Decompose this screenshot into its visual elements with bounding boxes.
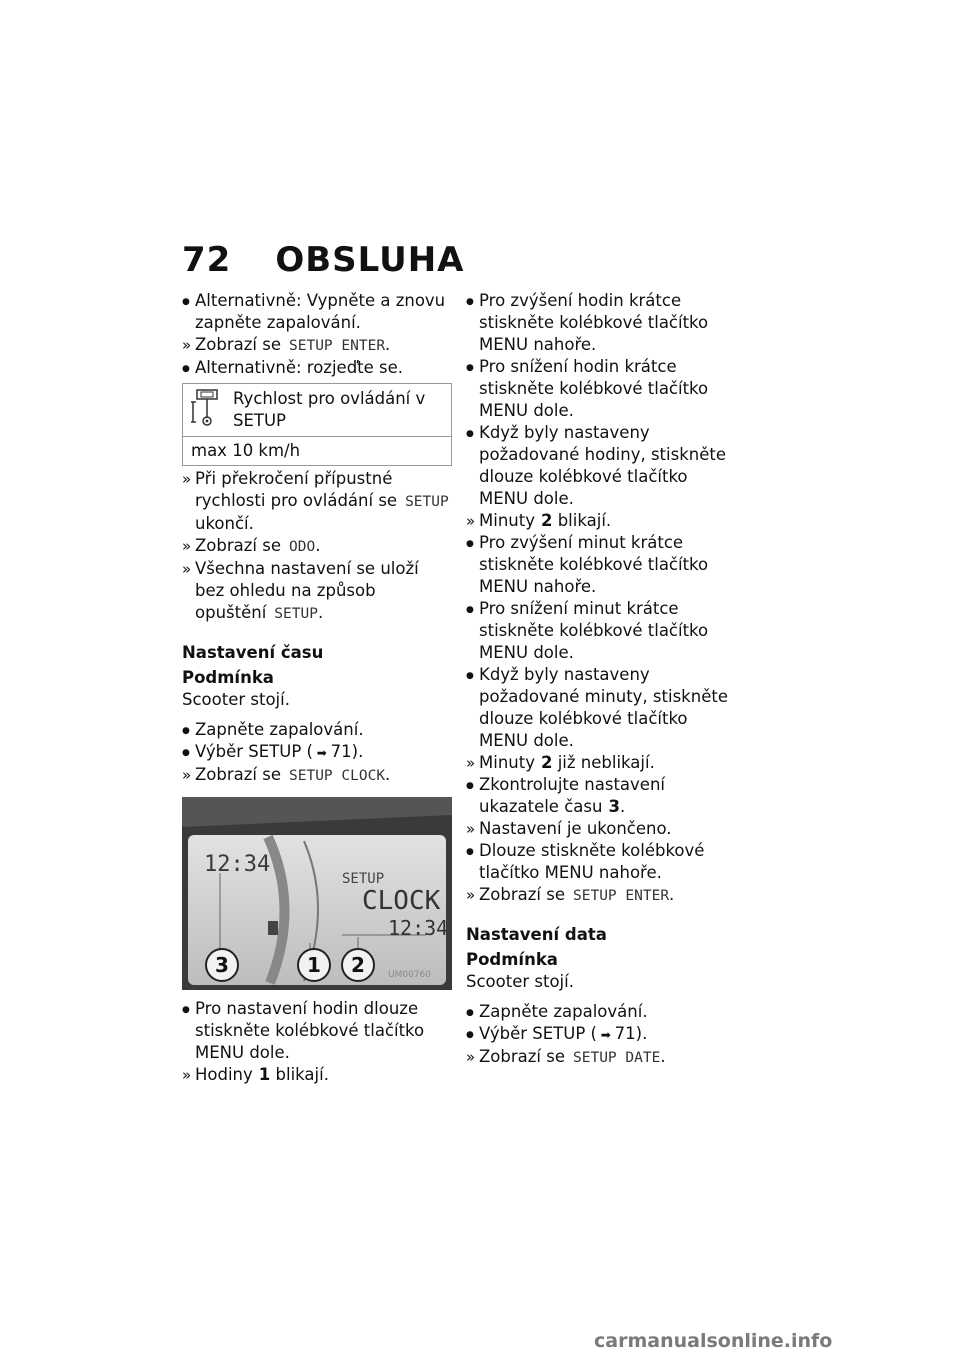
callout-number: 1	[258, 1065, 271, 1084]
step-text: Když byly nastaveny požadované hodiny, stiskněte dlouze kolébkové tlačítko MENU dole.	[479, 423, 726, 508]
callout-number: 2	[540, 753, 553, 772]
result-marker	[466, 818, 479, 840]
display-clock-label: CLOCK	[362, 886, 441, 916]
step-text-tail: .	[315, 536, 321, 555]
bullet-marker	[182, 357, 195, 382]
display-code: SETUP	[274, 606, 318, 622]
step-text: Pro snížení minut krátce stiskněte kolébkové tlačítko MENU dole.	[479, 599, 709, 662]
left-column	[182, 290, 452, 1086]
instruction-step	[466, 356, 736, 422]
display-code: ODO	[289, 539, 316, 555]
step-text: Alternativně: rozjeďte se.	[195, 358, 404, 377]
step-text: Zobrazí se	[195, 335, 282, 354]
step-text-tail: ).	[351, 742, 364, 761]
result-step	[182, 1064, 452, 1086]
dashboard-illustration	[182, 797, 452, 990]
bullet-marker	[182, 741, 195, 766]
left-list-3	[182, 719, 452, 787]
step-text: Pro zvýšení minut krátce stiskněte kolébkové tlačítko MENU nahoře.	[479, 533, 709, 596]
step-text-tail: .	[619, 797, 626, 816]
step-text-tail: .	[385, 765, 391, 784]
result-marker	[182, 1064, 195, 1086]
step-text-tail: blikají.	[270, 1065, 329, 1084]
result-step	[466, 884, 736, 907]
result-marker	[182, 764, 195, 786]
page-header	[182, 240, 464, 280]
result-marker	[466, 1046, 479, 1068]
result-step	[182, 468, 452, 535]
bullet-marker	[182, 998, 195, 1023]
right-list-1	[466, 290, 736, 907]
result-marker	[182, 535, 195, 557]
section-title-time: Nastavení času	[182, 643, 324, 662]
instruction-step	[466, 840, 736, 884]
bullet-marker	[466, 532, 479, 557]
display-code: SETUP DATE	[573, 1050, 661, 1066]
instruction-step	[182, 719, 452, 741]
left-list-2	[182, 468, 452, 625]
display-code: SETUP CLOCK	[289, 768, 386, 784]
step-text-tail: ukončí.	[195, 514, 254, 533]
step-text-tail: .	[669, 885, 675, 904]
step-text-tail: blikají.	[552, 511, 612, 530]
bullet-marker	[466, 840, 479, 865]
result-step	[182, 535, 452, 558]
result-step	[466, 1046, 736, 1069]
instruction-step	[182, 741, 452, 764]
bullet-marker	[466, 290, 479, 315]
step-text: Zobrazí se	[195, 536, 282, 555]
display-code: SETUP ENTER	[573, 888, 670, 904]
speed-info-value: max 10 km/h	[191, 441, 301, 460]
display-time-left: 12:34	[204, 852, 271, 877]
right-column	[466, 290, 736, 1069]
display-watermark: UM00760	[388, 970, 431, 980]
step-text: Hodiny	[195, 1065, 253, 1084]
speed-info-label: Rychlost pro ovládání v SETUP	[233, 389, 426, 430]
step-text: Alternativně: Vypněte a znovu zapněte zapalování.	[195, 291, 446, 332]
dashboard-display-photo	[182, 797, 452, 990]
instruction-step	[182, 357, 452, 379]
step-text: Výběr SETUP (	[479, 1024, 597, 1043]
callout-number: 2	[540, 511, 553, 530]
instruction-step	[466, 532, 736, 598]
step-text-tail: .	[385, 335, 391, 354]
instruction-step	[466, 774, 736, 818]
bullet-marker	[182, 290, 195, 315]
speed-info-box	[182, 383, 452, 466]
step-text: Výběr SETUP (	[195, 742, 313, 761]
bullet-marker	[466, 1023, 479, 1048]
step-text-tail: .	[317, 603, 324, 622]
step-text: Zobrazí se	[195, 765, 282, 784]
result-marker	[466, 752, 479, 774]
step-text: Zapněte zapalování.	[195, 720, 364, 739]
step-text: Zkontrolujte nastavení ukazatele času	[479, 775, 666, 816]
section-title-date: Nastavení data	[466, 925, 607, 944]
step-text: Minuty	[479, 753, 535, 772]
result-step	[466, 510, 736, 532]
condition-title: Podmínka	[182, 668, 274, 687]
step-text-tail: ).	[635, 1024, 648, 1043]
condition-text: Scooter stojí.	[182, 690, 290, 709]
callout-label-2: 2	[351, 953, 365, 977]
result-step	[182, 764, 452, 787]
step-text: Dlouze stiskněte kolébkové tlačítko MENU nahoře.	[479, 841, 705, 882]
bullet-marker	[466, 422, 479, 447]
condition-text-date: Scooter stojí.	[466, 972, 574, 991]
step-text-tail: již neblikají.	[552, 753, 655, 772]
instruction-step	[466, 1023, 736, 1046]
step-text: Minuty	[479, 511, 535, 530]
step-text: Když byly nastaveny požadované minuty, stiskněte dlouze kolébkové tlačítko MENU dole.	[479, 665, 728, 750]
step-text: Nastavení je ukončeno.	[479, 819, 672, 838]
page-ref[interactable]: 71	[330, 742, 352, 761]
step-text: Pro nastavení hodin dlouze stiskněte kolébkové tlačítko MENU dole.	[195, 999, 425, 1062]
instruction-step	[466, 664, 736, 752]
step-text: Pro snížení hodin krátce stiskněte kolébkové tlačítko MENU dole.	[479, 357, 709, 420]
result-step	[466, 752, 736, 774]
display-code: SETUP	[405, 494, 449, 510]
page-ref-arrow-icon: ➡	[596, 1028, 615, 1042]
footer-watermark: carmanualsonline.info	[594, 1330, 833, 1352]
instruction-step	[466, 290, 736, 356]
step-text: Zobrazí se	[479, 885, 566, 904]
page-ref[interactable]: 71	[614, 1024, 636, 1043]
callout-label-1: 1	[307, 953, 321, 977]
bullet-marker	[466, 664, 479, 689]
left-list-1	[182, 290, 452, 379]
step-text: Při překročení přípustné rychlosti pro ovládání se	[195, 469, 398, 510]
instruction-step	[182, 290, 452, 334]
callout-number: 3	[608, 797, 620, 816]
instruction-step	[182, 998, 452, 1064]
step-text: Všechna nastavení se uloží bez ohledu na způsob opuštění	[195, 559, 419, 622]
bullet-marker	[466, 598, 479, 623]
result-step	[182, 334, 452, 357]
display-setup-label: SETUP	[342, 871, 385, 887]
result-step	[466, 818, 736, 840]
result-marker	[182, 334, 195, 356]
display-code: SETUP ENTER	[289, 338, 386, 354]
right-list-2	[466, 1001, 736, 1069]
step-text: Zobrazí se	[479, 1047, 566, 1066]
speed-limit-icon	[191, 388, 221, 428]
instruction-step	[466, 1001, 736, 1023]
instruction-step	[466, 422, 736, 510]
condition-title-date: Podmínka	[466, 950, 558, 969]
result-marker	[182, 558, 195, 580]
result-marker	[466, 884, 479, 906]
step-text-tail: .	[660, 1047, 666, 1066]
page-title: OBSLUHA	[275, 240, 465, 280]
page-number: 72	[182, 240, 232, 280]
callout-label-3: 3	[215, 953, 229, 977]
left-list-4	[182, 998, 452, 1086]
step-text: Zapněte zapalování.	[479, 1002, 648, 1021]
instruction-step	[466, 598, 736, 664]
step-text: Pro zvýšení hodin krátce stiskněte kolébkové tlačítko MENU nahoře.	[479, 291, 709, 354]
display-time-right: 12:34	[388, 916, 449, 940]
page-ref-arrow-icon: ➡	[312, 746, 331, 760]
result-marker	[182, 468, 195, 490]
result-marker	[466, 510, 479, 532]
bullet-marker	[466, 774, 479, 799]
result-step	[182, 558, 452, 625]
bullet-marker	[466, 356, 479, 381]
